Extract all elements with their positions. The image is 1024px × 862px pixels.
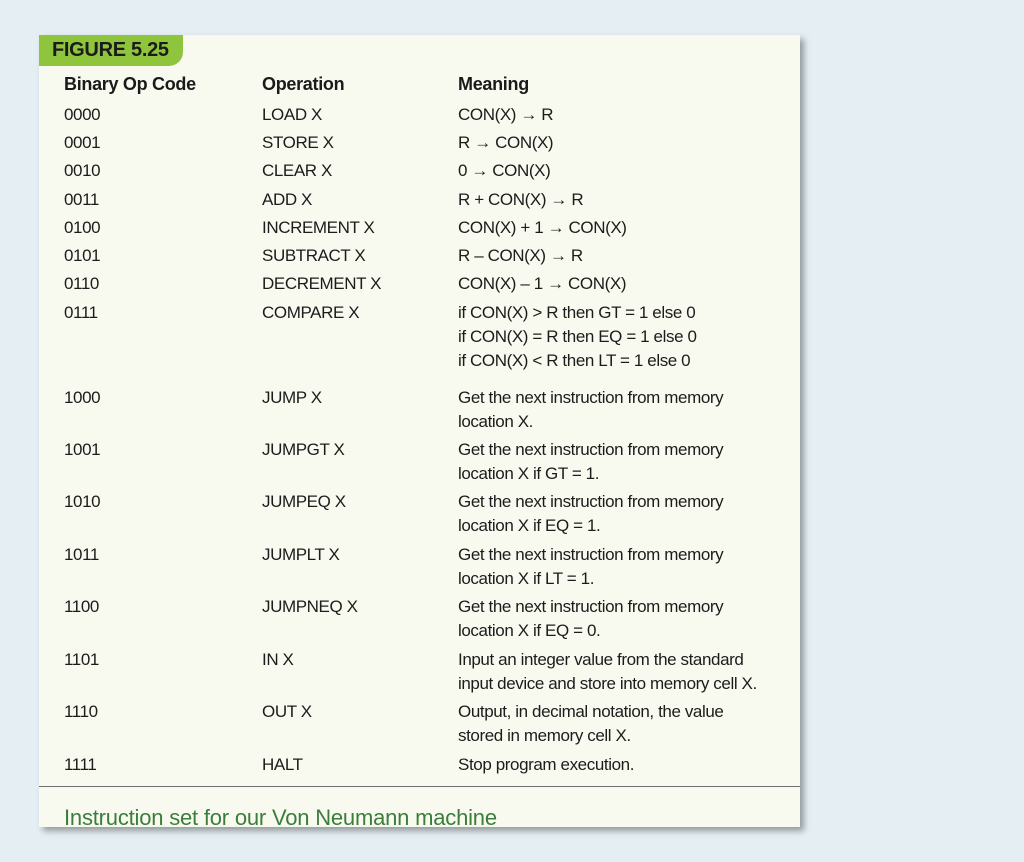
opcode-cell: 1111: [64, 755, 97, 774]
meaning-cell: R → CON(X): [458, 133, 554, 152]
opcode-cell: 0011: [64, 190, 99, 209]
header-operation: Operation: [262, 74, 345, 94]
meaning-cell: R – CON(X) → R: [458, 246, 583, 265]
opcode-cell: 1001: [64, 440, 101, 459]
meaning-cell: CON(X) – 1 → CON(X): [458, 274, 627, 293]
operation-cell: JUMP X: [262, 388, 322, 407]
opcode-cell: 1101: [64, 650, 99, 669]
meaning-cell: Get the next instruction from memory location X.: [458, 388, 724, 431]
meaning-cell: Get the next instruction from memory location X if LT = 1.: [458, 545, 724, 588]
operation-cell: JUMPNEQ X: [262, 597, 358, 616]
opcode-cell: 1100: [64, 597, 99, 616]
figure-label: FIGURE 5.25: [39, 35, 183, 66]
meaning-cell: R + CON(X) → R: [458, 190, 584, 209]
operation-cell: JUMPEQ X: [262, 492, 346, 511]
opcode-cell: 0100: [64, 218, 101, 237]
meaning-cell: Stop program execution.: [458, 755, 635, 774]
operation-cell: OUT X: [262, 702, 312, 721]
operation-cell: STORE X: [262, 133, 334, 152]
opcode-cell: 0010: [64, 161, 101, 180]
operation-cell: CLEAR X: [262, 161, 332, 180]
meaning-cell: CON(X) + 1 → CON(X): [458, 218, 627, 237]
header-meaning: Meaning: [458, 74, 529, 94]
operation-cell: SUBTRACT X: [262, 246, 366, 265]
operation-cell: INCREMENT X: [262, 218, 375, 237]
opcode-cell: 0111: [64, 303, 98, 322]
opcode-cell: 0000: [64, 105, 101, 124]
opcode-cell: 1000: [64, 388, 101, 407]
operation-cell: JUMPLT X: [262, 545, 340, 564]
meaning-cell: Get the next instruction from memory location X if GT = 1.: [458, 440, 724, 483]
operation-cell: JUMPGT X: [262, 440, 345, 459]
operation-cell: LOAD X: [262, 105, 322, 124]
meaning-cell: Get the next instruction from memory location X if EQ = 1.: [458, 492, 724, 535]
opcode-cell: 0110: [64, 274, 99, 293]
figure-panel: [39, 35, 800, 827]
operation-cell: IN X: [262, 650, 294, 669]
operation-cell: COMPARE X: [262, 303, 360, 322]
figure-caption: Instruction set for our Von Neumann machine: [64, 805, 497, 827]
opcode-cell: 1110: [64, 702, 98, 721]
meaning-cell: Input an integer value from the standard input device and store into memory cell X.: [458, 650, 757, 693]
opcode-cell: 1011: [64, 545, 99, 564]
meaning-cell: Output, in decimal notation, the value stored in memory cell X.: [458, 702, 724, 745]
operation-cell: ADD X: [262, 190, 312, 209]
meaning-cell: 0 → CON(X): [458, 161, 551, 180]
opcode-cell: 1010: [64, 492, 101, 511]
caption-divider: [39, 786, 800, 787]
operation-cell: DECREMENT X: [262, 274, 382, 293]
meaning-cell: if CON(X) > R then GT = 1 else 0 if CON(X) = R then EQ = 1 else 0 if CON(X) < R then LT = 1 else 0: [458, 303, 697, 370]
meaning-cell: Get the next instruction from memory location X if EQ = 0.: [458, 597, 724, 640]
opcode-cell: 0101: [64, 246, 101, 265]
header-binary-op-code: Binary Op Code: [64, 74, 196, 94]
operation-cell: HALT: [262, 755, 303, 774]
meaning-cell: CON(X) → R: [458, 105, 554, 124]
opcode-cell: 0001: [64, 133, 101, 152]
